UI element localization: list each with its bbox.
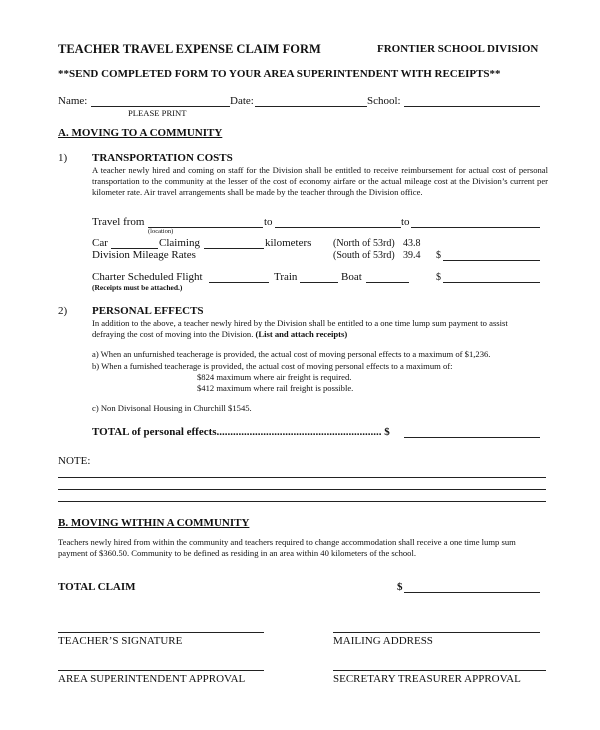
treasurer-approval-label: SECRETARY TREASURER APPROVAL: [333, 673, 521, 685]
section-a-heading: A. MOVING TO A COMMUNITY: [58, 127, 223, 139]
date-label: Date:: [230, 95, 254, 107]
total-claim-field[interactable]: [404, 592, 540, 593]
note-line[interactable]: [58, 501, 546, 502]
kilometers-label: kilometers: [265, 237, 312, 249]
total-claim-label: TOTAL CLAIM: [58, 581, 136, 593]
name-field[interactable]: [91, 106, 230, 107]
item-number: 2): [58, 305, 68, 317]
effects-item-a: a) When an unfurnished teacherage is provided, the actual cost of moving personal effects to a maximum of $1,236.: [92, 349, 491, 359]
org-name: FRONTIER SCHOOL DIVISION: [377, 43, 539, 55]
south-label: (South of 53rd): [333, 250, 395, 261]
effects-heading: PERSONAL EFFECTS: [92, 305, 204, 317]
travel-from-label: Travel from: [92, 216, 145, 228]
travel-to-field-2[interactable]: [411, 227, 540, 228]
boat-field[interactable]: [366, 282, 409, 283]
travel-to-field-1[interactable]: [275, 227, 401, 228]
charter-field[interactable]: [209, 282, 269, 283]
name-label: Name:: [58, 95, 88, 107]
note-line[interactable]: [58, 489, 546, 490]
to-label: to: [264, 216, 273, 228]
mileage-amount-field[interactable]: [443, 260, 540, 261]
dollar-sign: $: [436, 272, 441, 283]
receipts-note: (Receipts must be attached.): [92, 283, 183, 292]
school-field[interactable]: [404, 106, 540, 107]
note-line[interactable]: [58, 477, 546, 478]
location-hint: (location): [148, 228, 174, 235]
effects-text: [92, 318, 542, 340]
north-label: (North of 53rd): [333, 238, 395, 249]
mailing-address-label: MAILING ADDRESS: [333, 635, 433, 647]
section-b-text: Teachers newly hired from within the community and teachers required to change accommodation shall receive a one time lump sum payment of $360.50. Community to be defined as residing in an area within 40 kilometers of the school.: [58, 537, 516, 558]
teacher-signature-label: TEACHER’S SIGNATURE: [58, 635, 183, 647]
form-title: TEACHER TRAVEL EXPENSE CLAIM FORM: [58, 42, 321, 56]
south-rate: 39.4: [403, 250, 421, 261]
to-label: to: [401, 216, 410, 228]
effects-text-bold: (List and attach receipts): [255, 328, 348, 339]
claiming-label: Claiming: [159, 237, 200, 249]
train-field[interactable]: [300, 282, 338, 283]
school-label: School:: [367, 95, 401, 107]
mileage-rates-label: Division Mileage Rates: [92, 249, 196, 261]
dollar-sign: $: [397, 581, 403, 593]
train-label: Train: [274, 271, 298, 283]
north-rate: 43.8: [403, 238, 421, 249]
charter-label: Charter Scheduled Flight: [92, 271, 203, 283]
instruction: **SEND COMPLETED FORM TO YOUR AREA SUPERINTENDENT WITH RECEIPTS**: [58, 68, 501, 80]
note-label: NOTE:: [58, 455, 91, 467]
dollar-sign: $: [436, 250, 441, 261]
transport-heading: TRANSPORTATION COSTS: [92, 152, 233, 164]
effects-item-b1: $824 maximum where air freight is required.: [197, 372, 352, 382]
effects-item-c: c) Non Divisonal Housing in Churchill $1545.: [92, 403, 252, 413]
transport-text: A teacher newly hired and coming on staff for the Division shall be entitled to receive reimbursement for actual cost of personal transportation to the community at the lesser of the cost of economy airfare or the actual mileage cost at the Division’s current per kilometer rate. Air travel arrangements shall be made by the teacher through the Division office.: [92, 165, 548, 197]
claiming-field[interactable]: [204, 248, 264, 249]
superintendent-approval-label: AREA SUPERINTENDENT APPROVAL: [58, 673, 246, 685]
flight-amount-field[interactable]: [443, 282, 540, 283]
effects-total-field[interactable]: [404, 437, 540, 438]
effects-text-body: In addition to the above, a teacher newly hired by the Division shall be entitled to a one time lump sum payment to assist defraying the cost of moving into the Division.: [92, 318, 508, 339]
please-print: PLEASE PRINT: [128, 108, 187, 118]
treasurer-approval-line[interactable]: [333, 670, 546, 671]
item-number: 1): [58, 152, 68, 164]
car-label: Car: [92, 237, 108, 249]
mailing-address-line[interactable]: [333, 632, 540, 633]
effects-total-label: TOTAL of personal effects............................................................ $: [92, 426, 390, 438]
effects-item-b2: $412 maximum where rail freight is possible.: [197, 383, 354, 393]
effects-item-b: b) When a furnished teacherage is provided, the actual cost of moving personal effects to a maximum of:: [92, 361, 453, 371]
boat-label: Boat: [341, 271, 362, 283]
section-b-heading: B. MOVING WITHIN A COMMUNITY: [58, 517, 250, 529]
date-field[interactable]: [255, 106, 367, 107]
teacher-signature-line[interactable]: [58, 632, 264, 633]
superintendent-approval-line[interactable]: [58, 670, 264, 671]
